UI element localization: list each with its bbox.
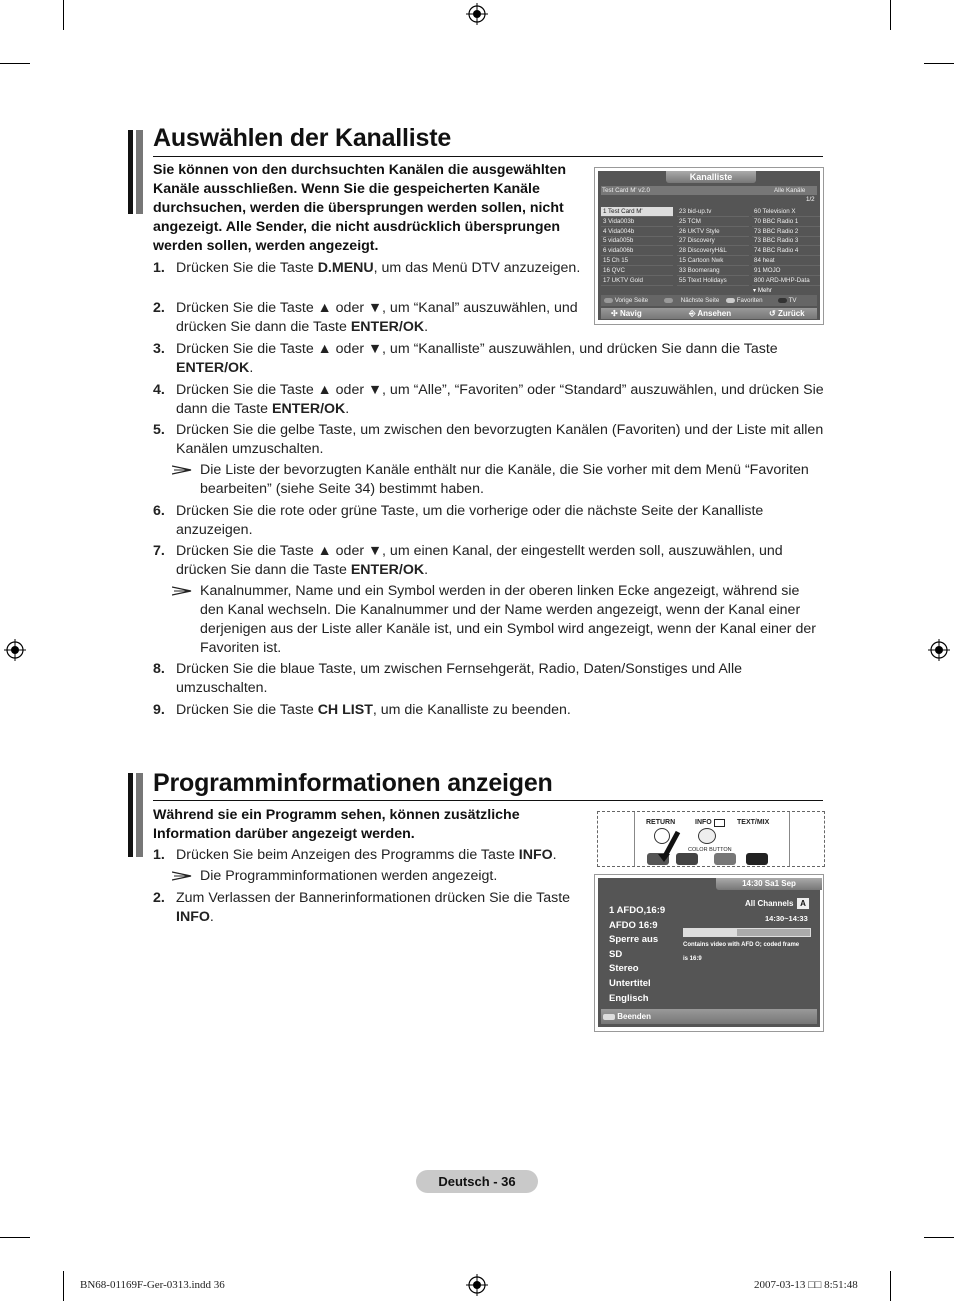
channel-entry[interactable]: 16 QVC (601, 266, 673, 276)
exit-icon (603, 1014, 615, 1020)
blue-button (746, 853, 768, 865)
channel-entry[interactable]: 91 MOJO (752, 266, 820, 276)
section-title: Programminformationen anzeigen (153, 769, 553, 797)
channel-entry[interactable]: 17 UKTV Gold (601, 276, 673, 286)
channel-entry[interactable]: 70 BBC Radio 1 (752, 217, 820, 227)
crop-mark (924, 63, 954, 64)
section-title: Auswählen der Kanalliste (153, 124, 452, 152)
nav-item: ↺ Zurück (769, 309, 805, 318)
channel-entry[interactable]: 1 Test Card M' (601, 207, 673, 217)
section-intro: Während sie ein Programm sehen, können zusätzliche Information darüber angezeigt werden. (153, 807, 520, 842)
yellow-button-icon (726, 298, 735, 303)
channel-entry[interactable]: 15 Cartoon Nwk (677, 256, 749, 266)
info-banner-screen (598, 878, 820, 1027)
step-item: 6. Drücken Sie die rote oder grüne Taste, um die vorherige oder die nächste Seite der Kanalliste anzuzeigen. (153, 503, 764, 538)
channel-entry[interactable]: 28 DiscoveryH&L (677, 246, 749, 256)
more-label: ▾ Mehr (753, 287, 772, 294)
channel-entry[interactable]: 5 vida005b (601, 236, 673, 246)
note-item: Die Liste der bevorzugten Kanäle enthält nur die Kanäle, die Sie vorher mit dem Menü “Favoriten bearbeiten” (siehe Seite 34) bestimmt haben. (172, 461, 822, 499)
info-banner-screenshot (594, 874, 824, 1032)
nav-item: ⎆ Ansehen (689, 309, 732, 318)
step-item: 3. Drücken Sie die Taste ▲ oder ▼, um “Kanalliste” auszuwählen, und drücken Sie dann die Taste ENTER/OK. (153, 341, 778, 376)
remote-illustration (597, 811, 825, 867)
banner-channels: All Channels (745, 899, 794, 908)
crop-mark (63, 1271, 64, 1301)
channel-entry[interactable]: 3 Vida003b (601, 217, 673, 227)
yellow-button (714, 853, 736, 865)
banner-description: Contains video with AFD O; coded frame (683, 942, 800, 948)
file-slug: BN68-01169F-Ger-0313.indd 36 (80, 1279, 225, 1291)
banner-info-line: Stereo (609, 963, 639, 975)
note-item: Kanalnummer, Name und ein Symbol werden in der oberen linken Ecke angezeigt, während sie den Kanal wechseln. Die Kanalnummer und der Name werden angezeigt, wenn der Kanal einer derjenigen aus der Liste aller Kanäle ist, und ein Symbol wird angezeigt, wenn der Kanal einer der Favoriten ist. (172, 582, 822, 658)
remote-label-return: RETURN (646, 819, 676, 826)
channel-entry[interactable]: 73 BBC Radio 3 (752, 236, 820, 246)
section-marker (128, 130, 133, 214)
info-button (698, 828, 716, 844)
registration-mark-icon (928, 639, 950, 661)
blue-button-icon (778, 298, 787, 303)
banner-info-lines (609, 904, 665, 1006)
banner-exit-bar: Beenden (601, 1009, 817, 1024)
section-marker (128, 773, 133, 857)
channel-entry[interactable]: 4 Vida004b (601, 227, 673, 237)
remote-label-color: COLOR BUTTON (688, 847, 732, 853)
note-arrow-icon (172, 586, 192, 596)
banner-info-line: AFDO 16:9 (609, 919, 658, 931)
progress-fill (684, 929, 737, 936)
page-number: Deutsch - 36 (416, 1170, 538, 1193)
enter-icon: ⎆ (689, 309, 696, 318)
channel-list-screenshot (594, 167, 824, 325)
step-item: 8. Drücken Sie die blaue Taste, um zwischen Fernsehgerät, Radio, Daten/Sonstiges und Alle umzuschalten. (153, 661, 742, 696)
channel-entry[interactable]: 74 BBC Radio 4 (752, 246, 820, 256)
channel-entry[interactable]: 800 ARD-MHP-Data (752, 276, 820, 286)
banner-info-line: 1 AFDO,16:9 (609, 905, 666, 916)
channel-badge: A (797, 898, 809, 909)
channel-entry[interactable]: 73 BBC Radio 2 (752, 227, 820, 237)
step-item: 2. Drücken Sie die Taste ▲ oder ▼, um “Kanal” auszuwählen, und drücken Sie dann die Taste ENTER/OK. (153, 300, 578, 335)
page-indicator: 1/2 (806, 196, 815, 203)
section-intro: Sie können von den durchsuchten Kanälen die ausgewählten Kanäle ausschließen. Wenn Sie die gespeicherten Kanäle durchsuchen, werden die übersprungen werden sollen, nicht angezeigt. Alle Sender, die nicht ausdrücklich übersprungen werden sollen, werden angezeigt. (153, 162, 567, 254)
nav-bar (601, 308, 817, 319)
green-button-icon (664, 298, 673, 303)
banner-description: is 16:9 (683, 956, 702, 962)
banner-time-range: 14:30~14:33 (765, 914, 808, 923)
move-icon: ✣ (611, 309, 618, 318)
section-rule (153, 156, 823, 157)
crop-mark (890, 0, 891, 30)
step-item: 5. Drücken Sie die gelbe Taste, um zwischen den bevorzugten Kanälen (Favoriten) und der Liste mit allen Kanälen umzuschalten. (153, 422, 824, 457)
info-icon (714, 819, 725, 827)
banner-time: 14:30 Sa1 Sep (716, 878, 822, 890)
pointer-arrow-icon (658, 830, 686, 864)
channel-entry[interactable]: 33 Boomerang (677, 266, 749, 276)
section-marker (136, 773, 143, 857)
crop-mark (0, 63, 30, 64)
step-item: 1. Drücken Sie beim Anzeigen des Programms die Taste INFO. (153, 847, 557, 863)
remote-label-info: INFO (695, 819, 712, 826)
crop-mark (63, 0, 64, 30)
legend-item: Favoriten (726, 297, 763, 304)
step-item: 2. Zum Verlassen der Bannerinformationen drücken Sie die Taste INFO. (153, 890, 571, 925)
section-rule (153, 800, 823, 801)
red-button-icon (604, 298, 613, 303)
step-item: 9. Drücken Sie die Taste CH LIST, um die Kanalliste zu beenden. (153, 702, 571, 718)
legend-item: Nächste Seite (664, 297, 719, 304)
note-arrow-icon (172, 465, 192, 475)
banner-info-line: Englisch (609, 992, 649, 1004)
channel-entry[interactable]: 26 UKTV Style (677, 227, 749, 237)
banner-info-line: SD (609, 948, 623, 960)
channel-list-title: Kanalliste (666, 171, 756, 183)
progress-bar (683, 928, 811, 937)
legend-item: TV (778, 297, 797, 304)
note-item: Die Programminformationen werden angezeigt. (172, 867, 572, 887)
section-marker (136, 130, 143, 214)
legend-item: Vorige Seite (604, 297, 648, 304)
registration-mark-icon (466, 1274, 488, 1296)
crop-mark (0, 1237, 30, 1238)
remote-label-textmix: TEXT/MIX (737, 819, 770, 826)
channel-entry[interactable]: 23 bid-up.tv (677, 207, 749, 217)
return-icon: ↺ (769, 309, 776, 318)
banner-info-line: Untertitel (609, 977, 651, 989)
step-item: 4. Drücken Sie die Taste ▲ oder ▼, um “Alle”, “Favoriten” oder “Standard” auszuwählen, und drücken Sie dann die Taste ENTER/OK. (153, 382, 824, 417)
date-slug: 2007-03-13 □□ 8:51:48 (754, 1279, 858, 1291)
nav-item: ✣ Navig (611, 309, 642, 318)
step-item: 1. Drücken Sie die Taste D.MENU, um das Menü DTV anzuzeigen. (153, 260, 581, 276)
channel-filter: Alle Kanäle (774, 187, 806, 194)
banner-info-line: Sperre aus (609, 934, 659, 946)
current-channel: Test Card M' v2.0 (602, 187, 650, 194)
channel-entry[interactable]: 84 heat (752, 256, 820, 266)
channel-list-screen (598, 171, 820, 320)
step-item: 7. Drücken Sie die Taste ▲ oder ▼, um einen Kanal, der eingestellt werden soll, auszuwählen, und drücken Sie dann die Taste ENTER/OK. (153, 543, 783, 578)
channel-entry[interactable]: 55 Ttext Holidays (677, 276, 749, 286)
channel-entry[interactable]: 6 vida006b (601, 246, 673, 256)
note-arrow-icon (172, 871, 192, 881)
channel-entry[interactable]: 15 Ch 15 (601, 256, 673, 266)
crop-mark (924, 1237, 954, 1238)
channel-entry[interactable]: 25 TCM (677, 217, 749, 227)
channel-entry[interactable]: 60 Television X (752, 207, 820, 217)
channel-entry[interactable]: 27 Discovery (677, 236, 749, 246)
registration-mark-icon (466, 3, 488, 25)
registration-mark-icon (4, 639, 26, 661)
crop-mark (890, 1271, 891, 1301)
